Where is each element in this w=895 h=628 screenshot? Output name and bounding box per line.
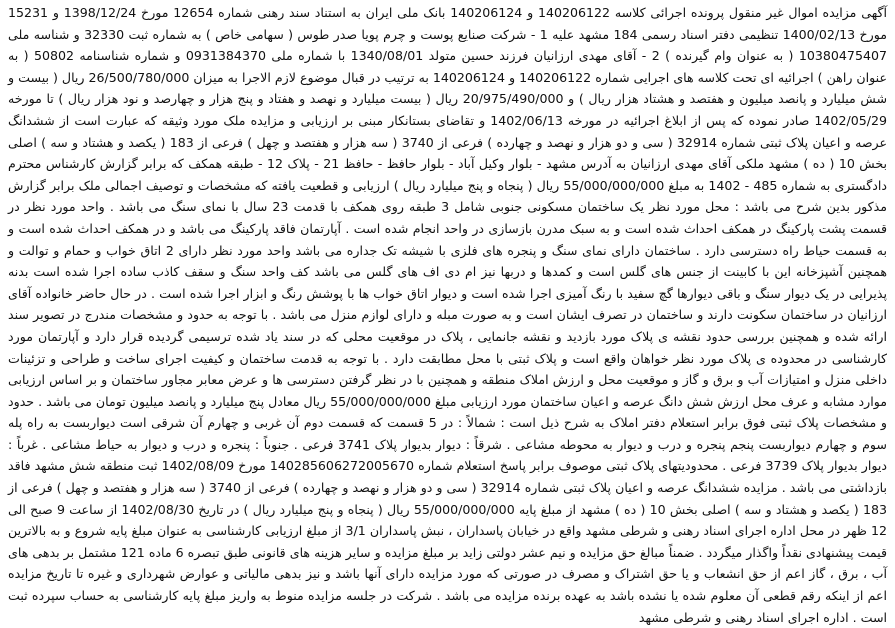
auction-notice-text: آگهی مزایده اموال غیر منقول پرونده اجرائی کلاسه 140206122 و 140206124 بانک ملی ایران به استناد سند رهنی شماره 12654 مورخ 1398/12/24 و 15231 مورخ 1400/02/13 تنظیمی دفتر اسناد رسمی 184 مشهد علیه 1 - شرکت صنایع پوست و چرم پویا صدر طوس ( سهامی خاص ) به شماره ثبت 32330 و شناسه ملی 10380475407 ( به عنوان وام گیرنده ) 2 - آقای مهدی ارزانیان فرزند حسین متولد 1340/08/01 با شماره ملی 0931384370 و شماره شناسنامه 50802 ( به عنوان راهن ) اجرائیه ای تحت کلاسه های اجرایی شماره 140206122 و 140206124 به ترتیب در قبال موضوع لازم الاجرا به میزان 26/500/780/000 ریال ( بیست و شش میلیارد و پانصد میلیون و هفتصد و هشتاد هزار ریال ) و 20/975/490/000 ریال ( بیست میلیارد و نهصد و هفتاد و پنج هزار و چهارصد و نود هزار ریال ) تا مورخه 1402/05/29 صادر نموده که پس از ابلاغ اجرائیه در مورخه 1402/06/13 و تقاضای بستانکار مبنی بر ارزیابی و مزایده ملک مورد وثیقه که عبارت است از ششدانگ عرصه و اعیان پلاک ثبتی شماره 32914 ( سی و دو هزار و نهصد و چهارده ) فرعی از 3740 ( سه هزار و هفتصد و چهل ) فرعی از 183 ( یکصد و هشتاد و سه ) اصلی بخش 10 ( ده ) مشهد ملکی آقای مهدی ارزانیان به آدرس مشهد - بلوار وکیل آباد - بلوار حافظ - حافظ 21 - پلاک 12 - طبقه همکف که برابر گزارش کارشناس محترم دادگستری به شماره 485 - 1402 به مبلغ 55/000/000/000 ریال ( پنجاه و پنج میلیارد ریال ) ارزیابی و قطعیت یافته که مشخصات و توصیف اجمالی ملک برابر گزارش مذکور بدین شرح می باشد : محل مورد نظر یک ساختمان مسکونی جنوبی شامل 3 طبقه روی همکف با قدمت 23 سال با نمای سنگ می باشد . واحد مورد نظر در قسمت پشت پارکینگ در همکف احداث شده است و به سبک مدرن بازسازی در واحد انجام شده است . آپارتمان فاقد پارکینگ می باشد و در همکف احداث شده است و به قسمت حیاط راه دسترسی دارد . ساختمان دارای نمای سنگ و پنجره های فلزی با شیشه تک جداره می باشد واحد مورد نظر دارای 2 اتاق خواب و حمام و توالت و همچنین آشپزخانه این با کابینت از جنس های گلس است و کمدها و دربها نیز ام دی اف های گلس می باشد کف واحد سنگ و سقف کاذب ساده اجرا شده است بدنه پذیرایی در یک دیوار سنگ و باقی دیوارها گچ سفید با رنگ آمیزی اجرا شده است و دیوار اتاق خواب ها با پوشش رنگ و ابزار اجرا شده است . در حال حاضر خانواده آقای ارزانیان در ساختمان سکونت دارند و ساختمان در تصرف ایشان است و به صورت مبله و دارای لوازم منزل می باشد . با توجه به حدود و مشخصات مندرج در تصویر سند ارائه شده و همچنین بررسی حدود نقشه ی پلاک مورد بازدید و نقشه جانمایی ، پلاک در موقعیت محلی که در سند یاد شده ترسیمی گردیده قرار دارد و آپارتمان مورد کارشناسی در محدوده ی پلاک مورد نظر خواهان واقع است و پلاک ثبتی با محل مطابقت دارد . با توجه به قدمت ساختمان و کیفیت اجرای ساخت و طراحی و تزئینات داخلی منزل و امتیازات آب و برق و گاز و موقعیت محل و ارزش املاک منطقه و همچنین با در نظر گرفتن دسترسی ها و عرض معابر مجاور ساختمان و بر اساس ارزیابی موارد مشابه و عرف محل ارزش شش دانگ عرصه و اعیان ساختمان مورد ارزیابی مبلغ 55/000/000/000 ریال معادل پنج میلیارد و پانصد میلیون تومان می باشد . حدود و مشخصات پلاک ثبتی فوق برابر استعلام دفتر املاک به شرح ذیل است : شمالاً : در 5 قسمت که قسمت دوم آن غربی و چهارم آن شرقی است دیواربست به راه پله سوم و چهارم دیواربست پنجم پنجره و درب و دیوار به محوطه مشاعی . شرقاً : دیوار بدیوار پلاک 3741 فرعی . جنوباً : پنجره و درب و دیوار به حیاط مشاعی . غرباً : دیوار بدیوار پلاک 3739 فرعی . محدودیتهای پلاک ثبتی موصوف برابر پاسخ استعلام شماره 140285606272005670 مورخ 1402/08/09 ثبت منطقه شش مشهد فاقد بازداشتی می باشد . مزایده ششدانگ عرصه و اعیان پلاک ثبتی شماره 32914 ( سی و دو هزار و نهصد و چهارده ) فرعی از 3740 ( سه هزار و هفتصد و چهل ) فرعی از 183 ( یکصد و هشتاد و سه ) اصلی بخش 10 ( ده ) مشهد از مبلغ پایه 55/000/000/000 ریال ( پنجاه و پنج میلیارد ریال ) در تاریخ 1402/08/30 از ساعت 9 صبح الی 12 ظهر در محل اداره اجرای اسناد رهنی و شرطی مشهد واقع در خیابان پاسداران ، نبش پاسداران 3/1 از مبلغ ارزیابی کارشناسی به عنوان مبلغ پایه شروع و به بالاترین قیمت پیشنهادی نقداً واگذار میگردد . ضمناً مبالغ حق مزایده و نیم عشر دولتی زاید بر مبلغ مزایده و سایر هزینه های قانونی طبق تبصره 6 ماده 121 مشتمل بر بدهی های آب ، برق ، گاز اعم از حق انشعاب و یا حق اشتراک و مصرف در صورتی که مورد مزایده دارای آنها باشد و نیز بدهی مالیاتی و عوارض شهرداری و غیره تا تاریخ مزایده اعم از اینکه رقم قطعی آن معلوم شده یا نشده باشد به عهده برنده مزایده می باشد . شرکت در جلسه مزایده منوط به واریز مبلغ پایه کارشناسی به حساب سپرده ثبت است . اداره اجرای اسناد رهنی و شرطی مشهد: [8, 5, 888, 625]
